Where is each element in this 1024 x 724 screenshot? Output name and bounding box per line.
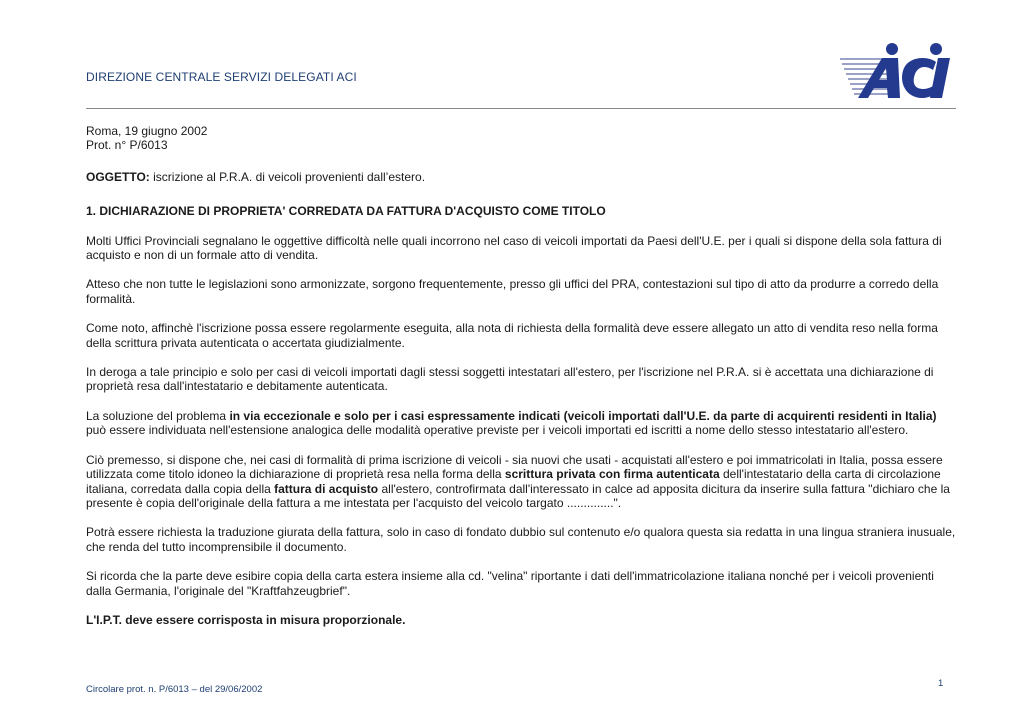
letter-body: [86, 124, 958, 627]
protocol-line: Prot. n° P/6013: [86, 138, 168, 153]
paragraph-8: Si ricorda che la parte deve esibire copia della carta estera insieme alla cd. "velina" riportante i dati dell'immatricolazione italiana nonché per i veicoli provenienti dalla Germania, l'originale del "Kraftfahzeugbrief".: [86, 569, 934, 598]
aci-logo: [838, 40, 954, 102]
paragraph-7: Potrà essere richiesta la traduzione giurata della fattura, solo in caso di fondato dubbio sul contenuto e/o qualora questa sia redatta in una lingua straniera inusuale, che renda del tutto incomprensibile il documento.: [86, 525, 956, 554]
subject-line: [86, 170, 958, 184]
subject-label: OGGETTO:: [86, 169, 150, 184]
logo-letters: [858, 43, 950, 98]
paragraph-6-bold-2: fattura di acquisto: [274, 481, 379, 496]
paragraph-6-c: dell'intestatario della carta di circolazione italiana, corredata dalla copia della: [86, 467, 941, 496]
paragraph-5-bold: in via eccezionale e solo per i casi espressamente indicati (veicoli importati dall'U.E. da parte di acquirenti residenti in Italia): [229, 408, 937, 423]
paragraph-6-e: all'estero, controfirmata dall'interessato in calce ad apposita dicitura da inserire sulla fattura "dichiaro che la presente è copia dell'originale della fattura a me intestata per l'acquisto del veicolo targato ..............".: [86, 481, 950, 510]
date-line: Roma, 19 giugno 2002: [86, 124, 208, 138]
footer-reference: Circolare prot. n. P/6013 – del 29/06/2002: [86, 684, 263, 695]
paragraph-6-bold-1: scrittura privata con firma autenticata: [504, 467, 720, 482]
subject-text: iscrizione al P.R.A. di veicoli provenienti dall’estero.: [149, 169, 426, 184]
paragraph-3: Come noto, affinchè l'iscrizione possa essere regolarmente eseguita, alla nota di richiesta della formalità deve essere allegato un atto di vendita reso nella forma della scrittura privata autenticata o accertata giudizialmente.: [86, 321, 938, 350]
header-rule: [86, 108, 956, 109]
paragraph-6: [86, 453, 958, 511]
header-title: DIREZIONE CENTRALE SERVIZI DELEGATI ACI: [86, 70, 357, 84]
paragraph-9: L'I.P.T. deve essere corrisposta in misura proporzionale.: [86, 612, 406, 627]
paragraph-5-c: può essere individuata nell'estensione analogica delle modalità operative previste per i veicoli importati ed iscritti a nome dello stesso intestatario all'estero.: [86, 423, 909, 438]
page-number: 1: [938, 678, 944, 689]
paragraph-5-a: La soluzione del problema: [86, 408, 230, 423]
paragraph-5: [86, 409, 958, 438]
paragraph-1: Molti Uffici Provinciali segnalano le oggettive difficoltà nelle quali incorrono nel caso di veicoli importati da Paesi dell'U.E. per i quali si dispone della sola fattura di acquisto e non di un formale atto di vendita.: [86, 233, 942, 263]
paragraph-2: Atteso che non tutte le legislazioni sono armonizzate, sorgono frequentemente, presso gli uffici del PRA, contestazioni sul tipo di atto da produrre a corredo della formalità.: [86, 277, 939, 306]
paragraph-6-a: Ciò premesso, si dispone che, nei casi di formalità di prima iscrizione di veicoli - sia nuovi che usati - acquistati all'estero e poi immatricolati in Italia, possa essere utilizzata come titolo idoneo la dichiarazione di proprietà resa nella forma della: [86, 452, 943, 482]
section-heading: 1. DICHIARAZIONE DI PROPRIETA' CORREDATA DA FATTURA D'ACQUISTO COME TITOLO: [86, 204, 606, 219]
paragraph-4: In deroga a tale principio e solo per casi di veicoli importati dagli stessi soggetti intestatari all'estero, per l'iscrizione nel P.R.A. si è accettata una dichiarazione di proprietà resa dall'intestatario e debitamente autenticata.: [86, 365, 934, 394]
